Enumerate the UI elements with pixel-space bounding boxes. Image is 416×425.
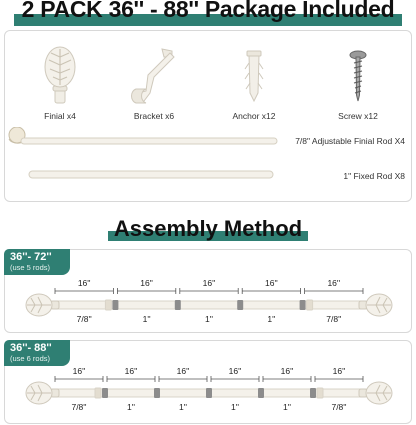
rod-diameter-label: 1'' — [127, 402, 135, 412]
package-item-finial — [15, 45, 105, 125]
rod-sleeve — [317, 388, 323, 398]
rod-sleeve — [95, 388, 101, 398]
bracket-icon — [124, 45, 184, 107]
adjustable-rod-row — [5, 127, 413, 157]
rod-connector — [112, 300, 118, 310]
finial-icon — [26, 294, 59, 316]
range-note: (use 5 rods) — [10, 263, 51, 272]
screw-icon — [343, 45, 373, 107]
rod-connector — [237, 300, 243, 310]
page-title: 2 PACK 36'' - 88'' Package Included — [21, 0, 395, 22]
rod-connector — [258, 388, 264, 398]
package-item-anchor — [209, 45, 299, 125]
fixed-rod-icon — [5, 159, 285, 189]
finial-icon — [26, 382, 59, 404]
range-tag — [4, 340, 70, 366]
segment-length-label: 16'' — [77, 278, 91, 288]
package-item-label: Screw x12 — [338, 111, 378, 121]
assembly-header — [0, 212, 416, 242]
section-title: Assembly Method — [113, 216, 303, 241]
rod-diameter-label: 7/8'' — [76, 314, 92, 324]
package-item-label: Anchor x12 — [232, 111, 276, 121]
rod-connector — [206, 388, 212, 398]
fixed-rod-row — [5, 159, 413, 189]
rod-diameter-label: 1'' — [267, 314, 276, 324]
rod-diameter-label: 7/8'' — [71, 402, 87, 412]
rod-connector — [102, 388, 108, 398]
rod-diameter-label: 1'' — [142, 314, 151, 324]
rod-diameter-label: 1'' — [179, 402, 187, 412]
rod-diameter-label: 7/8'' — [326, 314, 342, 324]
range-label: 36''- 72'' — [10, 251, 52, 263]
segment-length-label: 16'' — [124, 366, 138, 376]
package-item-label: Bracket x6 — [133, 111, 175, 121]
fixed-rod-label: 1" Fixed Rod X8 — [343, 171, 405, 181]
rod-diameter-label: 1'' — [205, 314, 213, 324]
range-tag — [4, 249, 70, 275]
finial-icon — [359, 294, 392, 316]
range-label: 36''- 88'' — [10, 342, 52, 354]
package-item-label: Finial x4 — [44, 111, 76, 121]
segment-length-label: 16'' — [280, 366, 294, 376]
segment-length-label: 16'' — [176, 366, 190, 376]
rod-connector — [300, 300, 306, 310]
assembly-config-6-rods — [4, 340, 412, 424]
segment-length-label: 16'' — [202, 278, 216, 288]
rod-diameter-label: 1'' — [231, 402, 239, 412]
package-contents-panel — [4, 30, 412, 202]
segment-length-label: 16'' — [332, 366, 346, 376]
anchor-icon — [239, 45, 269, 107]
rod-sleeve — [307, 300, 313, 310]
rod-connector — [175, 300, 181, 310]
curtain-rod — [49, 301, 369, 309]
segment-length-label: 16'' — [327, 278, 341, 288]
package-item-screw — [313, 45, 403, 125]
finial-icon — [40, 45, 80, 107]
rod-connector — [310, 388, 316, 398]
segment-length-label: 16'' — [265, 278, 278, 288]
assembly-config-5-rods — [4, 249, 412, 333]
header — [0, 0, 416, 26]
segment-length-label: 16'' — [72, 366, 86, 376]
package-item-bracket — [109, 45, 199, 125]
range-note: (use 6 rods) — [10, 354, 51, 363]
rod-sleeve — [105, 300, 111, 310]
rod-connector — [154, 388, 160, 398]
segment-length-label: 16'' — [140, 278, 153, 288]
adjustable-rod-icon — [5, 127, 285, 157]
adjustable-rod-label: 7/8" Adjustable Finial Rod X4 — [295, 136, 405, 146]
finial-icon — [359, 382, 392, 404]
rod-diameter-label: 1'' — [283, 402, 291, 412]
segment-length-label: 16'' — [228, 366, 242, 376]
rod-diameter-label: 7/8'' — [331, 402, 347, 412]
